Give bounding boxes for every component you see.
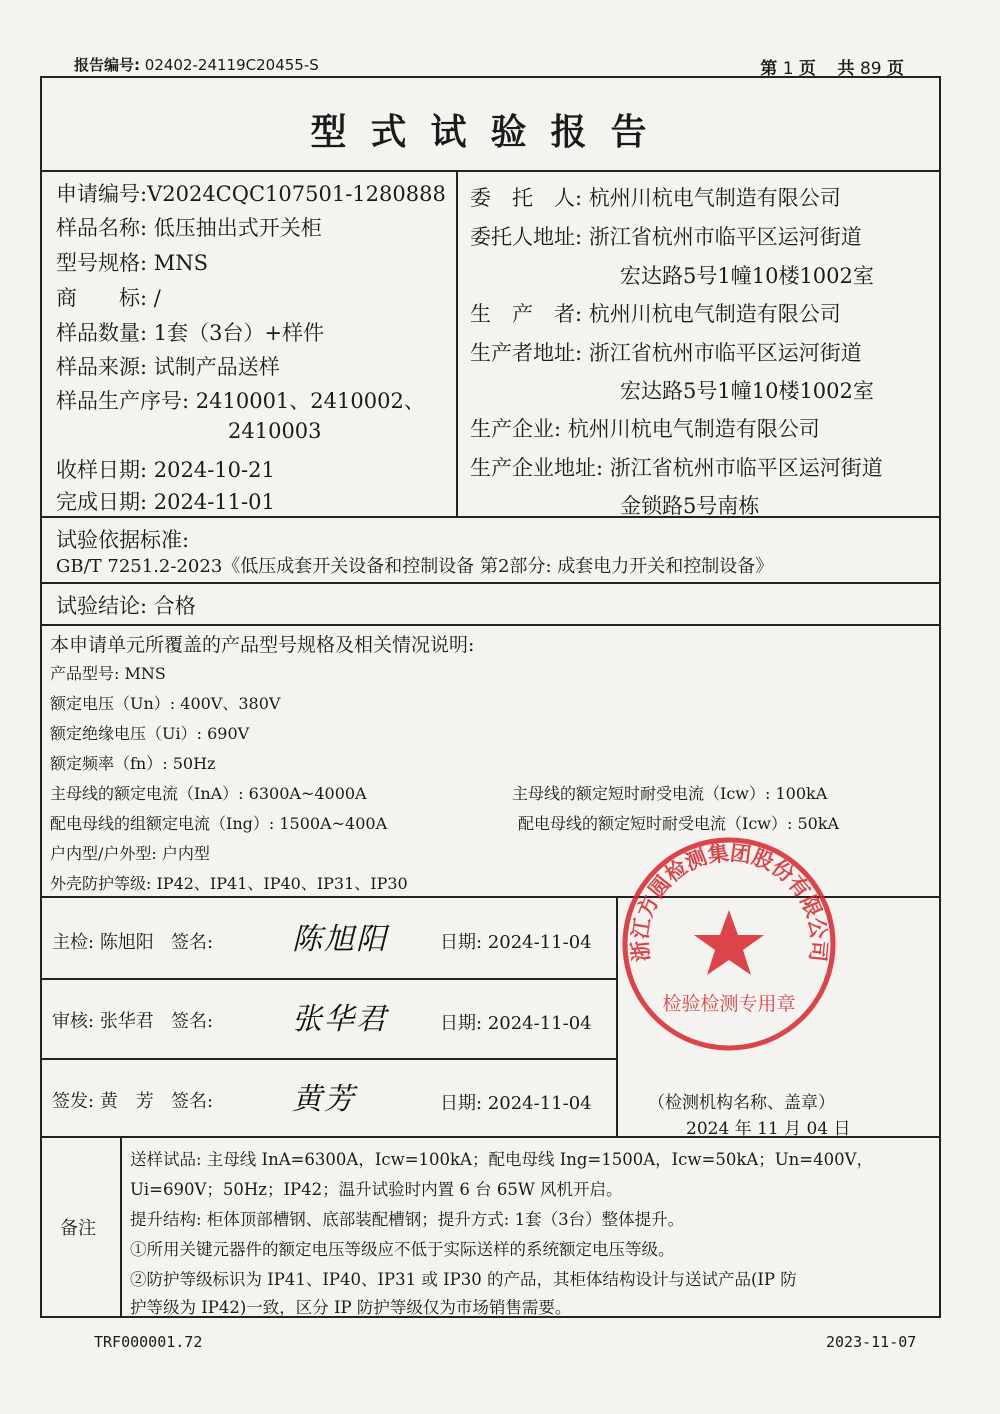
report-number: 报告编号: 02402-24119C20455-S xyxy=(74,56,319,74)
reviewer-role: 审核: 张华君 签名: xyxy=(52,1011,214,1032)
remarks-line: 送样试品: 主母线 InA=6300A，Icw=100kA；配电母线 Ing=1500A，Icw=50kA；Un=400V， xyxy=(130,1150,874,1169)
official-seal xyxy=(617,832,842,1057)
client-address-cont: 宏达路5号1幢10楼1002室 xyxy=(620,264,874,288)
divider xyxy=(42,1058,616,1060)
trademark: 商 标: / xyxy=(56,286,161,310)
client-address: 委托人地址: 浙江省杭州市临平区运河街道 xyxy=(470,225,862,249)
coverage-main-bus-current: 主母线的额定电流（InA）: 6300A~4000A xyxy=(50,784,367,803)
remarks-line: 护等级为 IP42)一致，区分 IP 防护等级仅为市场销售需要。 xyxy=(130,1298,572,1317)
sample-quantity: 样品数量: 1套（3台）+样件 xyxy=(56,321,325,345)
approver-signature: 黄芳 xyxy=(292,1082,356,1117)
divider xyxy=(42,516,939,518)
divider xyxy=(456,170,458,516)
standard-label: 试验依据标准: xyxy=(56,528,190,552)
coverage-indoor-outdoor: 户内型/户外型: 户内型 xyxy=(50,844,210,863)
factory: 生产企业: 杭州川杭电气制造有限公司 xyxy=(470,417,820,441)
remarks-line: ②防护等级标识为 IP41、IP40、IP31 或 IP30 的产品，其柜体结构设计与送试产品(IP 防 xyxy=(130,1270,797,1289)
producer: 生 产 者: 杭州川杭电气制造有限公司 xyxy=(470,302,841,326)
inspector-date: 日期: 2024-11-04 xyxy=(440,932,592,953)
stamp-note: （检测机构名称、盖章） xyxy=(648,1093,835,1113)
divider xyxy=(120,1136,122,1318)
sample-source: 样品来源: 试制产品送样 xyxy=(56,355,280,379)
remarks-line: ①所用关键元器件的额定电压等级应不低于实际送样的系统额定电压等级。 xyxy=(130,1240,675,1259)
conclusion: 试验结论: 合格 xyxy=(56,594,196,618)
sample-serial-cont: 2410003 xyxy=(228,419,322,443)
factory-address-cont: 金锁路5号南栋 xyxy=(620,494,760,518)
divider xyxy=(42,624,939,626)
coverage-heading: 本申请单元所覆盖的产品型号规格及相关情况说明: xyxy=(50,634,475,656)
seal-center-text: 检验检测专用章 xyxy=(662,993,796,1015)
divider xyxy=(42,582,939,584)
producer-address-cont: 宏达路5号1幢10楼1002室 xyxy=(620,379,874,403)
page-title: 型式试验报告 xyxy=(310,111,671,153)
form-number: TRF000001.72 xyxy=(94,1333,203,1351)
inspector-role: 主检: 陈旭阳 签名: xyxy=(52,932,214,953)
coverage-ip-grade: 外壳防护等级: IP42、IP41、IP40、IP31、IP30 xyxy=(50,874,408,893)
reviewer-signature: 张华君 xyxy=(292,1002,388,1037)
reviewer-date: 日期: 2024-11-04 xyxy=(440,1013,592,1034)
coverage-dist-bus-current: 配电母线的组额定电流（Ing）: 1500A~400A xyxy=(50,814,388,833)
application-number: 申请编号:V2024CQC107501-1280888 xyxy=(56,182,446,206)
report-header xyxy=(74,54,904,79)
completed-date: 完成日期: 2024-11-01 xyxy=(56,490,275,514)
model-spec: 型号规格: MNS xyxy=(56,251,209,275)
coverage-model: 产品型号: MNS xyxy=(50,664,166,683)
standard-text: GB/T 7251.2-2023《低压成套开关设备和控制设备 第2部分: 成套电力开关和控制设备》 xyxy=(56,556,774,577)
report-frame xyxy=(40,76,941,1318)
page-indicator: 第 1 页 共 89 页 xyxy=(760,59,904,79)
divider xyxy=(42,170,939,172)
coverage-main-bus-icw: 主母线的额定短时耐受电流（Icw）: 100kA xyxy=(512,784,828,803)
divider xyxy=(42,978,616,980)
form-version-date: 2023-11-07 xyxy=(826,1333,917,1351)
remarks-line: 提升结构: 柜体顶部槽钢、底部装配槽钢；提升方式: 1套（3台）整体提升。 xyxy=(130,1210,685,1229)
seal-org-text: 浙江方圆检测集团股份有限公司 xyxy=(627,840,832,963)
received-date: 收样日期: 2024-10-21 xyxy=(56,458,275,482)
factory-address: 生产企业地址: 浙江省杭州市临平区运河街道 xyxy=(470,456,883,480)
approver-role: 签发: 黄 芳 签名: xyxy=(52,1091,214,1112)
approver-date: 日期: 2024-11-04 xyxy=(440,1093,592,1114)
stamp-date: 2024 年 11 月 04 日 xyxy=(686,1119,851,1139)
coverage-rated-voltage: 额定电压（Un）: 400V、380V xyxy=(50,694,281,713)
client: 委 托 人: 杭州川杭电气制造有限公司 xyxy=(470,186,841,210)
coverage-insulation-voltage: 额定绝缘电压（Ui）: 690V xyxy=(50,724,250,743)
producer-address: 生产者地址: 浙江省杭州市临平区运河街道 xyxy=(470,341,862,365)
sample-serial: 样品生产序号: 2410001、2410002、 xyxy=(56,389,425,413)
coverage-dist-bus-icw: 配电母线的额定短时耐受电流（Icw）: 50kA xyxy=(518,814,840,833)
star-icon xyxy=(694,910,764,975)
sample-name: 样品名称: 低压抽出式开关柜 xyxy=(56,216,322,240)
coverage-frequency: 额定频率（fn）: 50Hz xyxy=(50,754,216,773)
remarks-line: Ui=690V；50Hz；IP42；温升试验时内置 6 台 65W 风机开启。 xyxy=(130,1180,623,1199)
remarks-label: 备注 xyxy=(60,1218,96,1239)
inspector-signature: 陈旭阳 xyxy=(292,922,388,957)
